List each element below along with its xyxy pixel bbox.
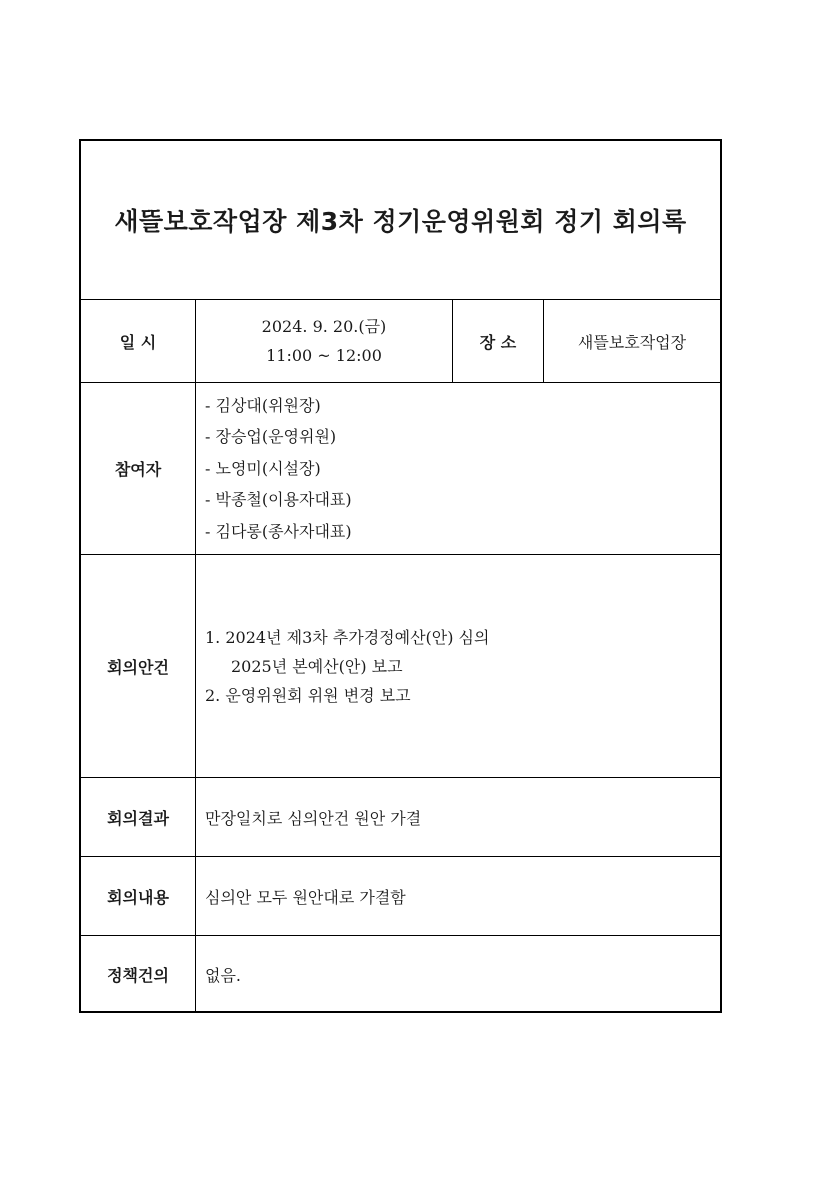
result-value: 만장일치로 심의안건 원안 가결	[205, 808, 422, 828]
participants-list	[205, 383, 720, 554]
result-label: 회의결과	[107, 808, 169, 828]
agenda-item: 2. 운영위원회 위원 변경 보고	[205, 685, 411, 705]
location-value: 새뜰보호작업장	[577, 332, 687, 352]
datetime-cell	[196, 300, 452, 382]
content-label: 회의내용	[107, 887, 169, 907]
location-label: 장 소	[479, 332, 517, 352]
meeting-time: 11:00 ~ 12:00	[266, 346, 382, 365]
agenda-item: 1. 2024년 제3차 추가경정예산(안) 심의	[205, 627, 490, 647]
agenda-item-continued: 2025년 본예산(안) 보고	[231, 656, 403, 676]
meeting-date: 2024. 9. 20.(금)	[261, 317, 387, 336]
content-value: 심의안 모두 원안대로 가결함	[205, 887, 406, 907]
policy-label: 정책건의	[107, 966, 169, 985]
agenda-label: 회의안건	[107, 657, 169, 677]
participant-item: - 김상대(위원장)	[205, 395, 321, 415]
meeting-minutes-table	[79, 139, 722, 1013]
policy-value: 없음.	[205, 966, 241, 985]
document-title: 새뜰보호작업장 제3차 정기운영위원회 정기 회의록	[114, 207, 687, 236]
participant-item: - 김다롱(종사자대표)	[205, 521, 352, 541]
participant-item: - 노영미(시설장)	[205, 458, 321, 478]
agenda-list	[205, 555, 720, 777]
participants-label: 참여자	[114, 460, 162, 479]
datetime-label: 일 시	[119, 332, 157, 352]
participant-item: - 장승업(운영위원)	[205, 427, 337, 447]
participant-item: - 박종철(이용자대표)	[205, 490, 352, 510]
